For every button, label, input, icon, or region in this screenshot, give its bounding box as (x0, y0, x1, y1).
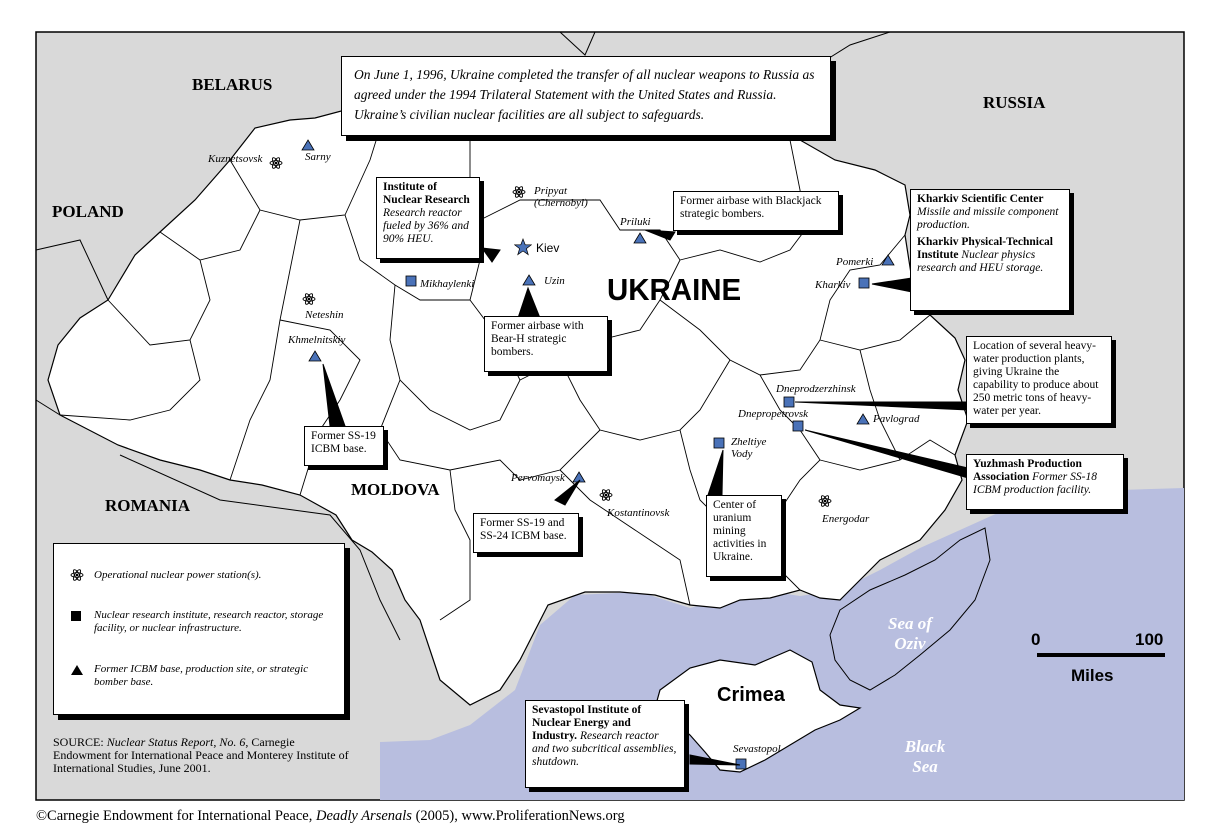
footer-rest: (2005), www.ProliferationNews.org (411, 808, 625, 824)
scale-zero: 0 (1031, 630, 1041, 649)
callout-kharkiv (910, 189, 1070, 311)
place-label-priluki: Priluki (620, 216, 651, 228)
source-rest: , Carnegie Endowment for International Peace and Monterey Institute of International Studies, June 2001. (53, 735, 349, 775)
callout-kharkiv-sc-title: Kharkiv Scientific Center (917, 193, 1044, 205)
place-label-pavlograd: Pavlograd (873, 413, 920, 425)
place-label-kuznetsovsk: Kuznetsovsk (208, 153, 263, 165)
country-label-belarus: BELARUS (192, 75, 273, 94)
place-label-dneprodzerzhinsk: Dneprodzerzhinsk (776, 383, 856, 395)
country-label-ukraine: UKRAINE (607, 272, 742, 307)
place-label-pripyat: Pripyat (Chernobyl) (534, 185, 588, 209)
summary-note: On June 1, 1996, Ukraine completed the transfer of all nuclear weapons to Russia as agreed under the 1994 Trilateral Statement with the United States and Russia. Ukraine’s civilian nuclear facilities are all subject to safeguards. (341, 56, 831, 136)
callout-khmelnitskiy: Former SS-19 ICBM base. (304, 426, 384, 466)
place-label-sarny: Sarny (305, 151, 331, 163)
place-label-pervomaysk: Pervomaysk (511, 472, 565, 484)
source-title: Nuclear Status Report, No. 6 (106, 735, 246, 749)
place-label-uzin: Uzin (544, 275, 565, 287)
callout-heavy-water: Location of several heavy-water production plants, giving Ukraine the capability to produce about 250 metric tons of heavy-water per year. (966, 336, 1112, 424)
place-label-neteshin: Neteshin (305, 309, 344, 321)
place-label-zheltiye-vody: Zheltiye Vody (731, 436, 767, 460)
country-label-russia: RUSSIA (983, 93, 1046, 112)
icbm-base-icon (70, 664, 84, 678)
sea-label-black: Black Sea (904, 737, 946, 776)
place-label-dnepropetrovsk: Dnepropetrovsk (738, 408, 809, 420)
place-label-energodar: Energodar (822, 513, 870, 525)
copyright-footer (36, 808, 625, 825)
power-station-icon (70, 568, 84, 582)
legend-text-power: Operational nuclear power station(s). (94, 569, 262, 581)
footer-prefix: ©Carnegie Endowment for International Peace, (36, 808, 316, 824)
place-label-mikhaylenki: Mikhaylenki (420, 278, 475, 290)
callout-inr-title: Institute of Nuclear Research (383, 181, 470, 206)
footer-book: Deadly Arsenals (315, 808, 412, 824)
callout-sevas-title: Sevastopol Institute of Nuclear Energy and Industry. (532, 704, 642, 742)
nuclear-institute-icon (70, 610, 84, 624)
scale-hundred: 100 (1135, 630, 1164, 649)
callout-inr (376, 177, 480, 259)
place-label-khmelnitskiy: Khmelnitskiy (288, 334, 346, 346)
callout-uzin: Former airbase with Bear-H strategic bombers. (484, 316, 608, 372)
country-label-romania: ROMANIA (105, 496, 190, 515)
place-label-kiev: Kiev (536, 241, 560, 255)
callout-uranium: Center of uranium mining activities in Ukraine. (706, 495, 782, 577)
callout-inr-text: Research reactor fueled by 36% and 90% HEU. (383, 207, 469, 245)
country-label-poland: POLAND (52, 202, 124, 221)
scale-unit: Miles (1071, 666, 1114, 685)
callout-priluki: Former airbase with Blackjack strategic bombers. (673, 191, 839, 231)
callout-sevas-text: Research reactor and two subcritical assemblies, shutdown. (532, 730, 677, 768)
callout-yuzhmash (966, 454, 1124, 510)
legend-text-icbm: Former ICBM base, production site, or strategic bomber base. (94, 663, 309, 688)
map-legend (53, 543, 345, 715)
callout-kharkiv-pt-title: Kharkiv Physical-Technical Institute (917, 236, 1053, 261)
callout-sevastopol (525, 700, 685, 788)
place-label-kharkiv: Kharkiv (815, 279, 851, 291)
source-note (53, 736, 353, 775)
source-prefix: SOURCE: (53, 735, 107, 749)
legend-text-institute: Nuclear research institute, research reactor, storage facility, or nuclear infrastructure. (94, 609, 324, 634)
region-label-crimea: Crimea (717, 684, 785, 706)
place-label-pomerki: Pomerki (836, 256, 874, 268)
callout-kharkiv-sc-text: Missile and missile component production. (917, 206, 1059, 231)
place-label-kostantinovsk: Kostantinovsk (607, 507, 670, 519)
country-label-moldova: MOLDOVA (351, 480, 440, 499)
callout-kharkiv-pt-text: Nuclear physics research and HEU storage. (917, 249, 1044, 274)
callout-pervomaysk: Former SS-19 and SS-24 ICBM base. (473, 513, 579, 553)
sea-label-azov: Sea of Oziv (888, 614, 932, 653)
callout-yuzh-title: Yuzhmash Production Association (973, 458, 1082, 483)
place-label-sevastopol: Sevastopol (733, 743, 781, 755)
callout-yuzh-text: Former SS-18 ICBM production facility. (973, 471, 1097, 496)
